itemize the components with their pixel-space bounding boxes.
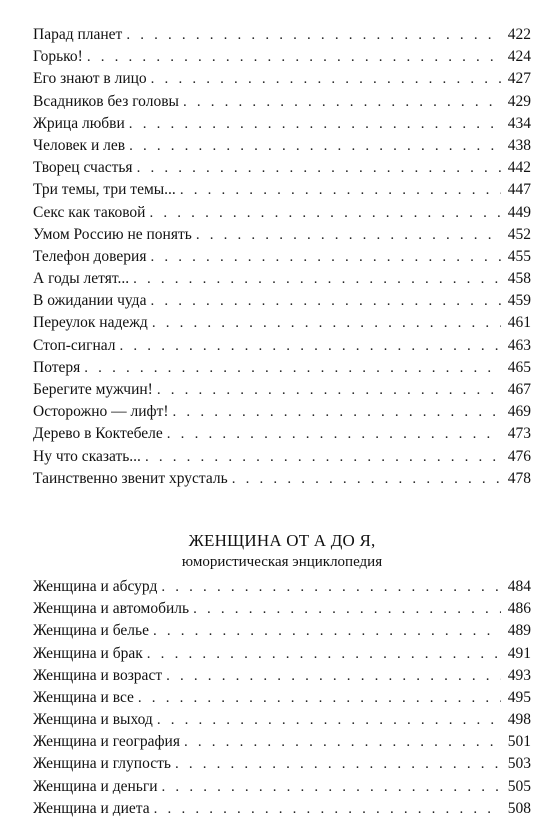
toc-entry-title: Женщина и все [33,688,134,706]
toc-page [33,24,531,820]
dot-leader [149,202,501,224]
toc-entry-title: Жрица любви [33,114,125,132]
toc-entry-title: Творец счастья [33,159,133,177]
toc-entry-title: Парад планет [33,26,123,43]
toc-entry-page-number: 461 [507,314,531,332]
dot-leader [193,598,501,620]
toc-entry-title: Телефон доверия [33,247,147,265]
toc-entry [33,446,531,468]
toc-entry-title: Женщина и брак [33,644,143,662]
dot-leader [84,357,501,379]
toc-entry [33,46,531,68]
toc-entry-page-number: 476 [507,447,531,465]
toc-entry [33,798,531,820]
toc-entry-page-number: 473 [507,425,531,443]
toc-entry [33,576,531,598]
toc-entry-page-number: 465 [507,358,531,376]
dot-leader [126,24,501,46]
toc-entry [33,357,531,379]
toc-entry-title: Женщина и глупость [33,755,171,773]
toc-entry-title: Женщина и деньги [33,777,158,795]
toc-entry-title: Женщина и география [33,733,180,751]
toc-list-part2 [33,576,531,820]
toc-entry-page-number: 505 [507,777,531,795]
toc-entry-title: Женщина и диета [33,799,150,817]
toc-entry-page-number: 478 [507,469,531,487]
dot-leader [196,224,501,246]
toc-entry [33,68,531,90]
dot-leader [129,113,501,135]
dot-leader [175,753,501,775]
toc-entry [33,157,531,179]
toc-entry [33,709,531,731]
toc-entry-page-number: 422 [507,26,531,43]
toc-entry-page-number: 429 [507,92,531,110]
toc-entry [33,401,531,423]
toc-entry-page-number: 442 [507,159,531,177]
dot-leader [133,268,501,290]
toc-entry-page-number: 495 [507,688,531,706]
toc-entry-page-number: 438 [507,136,531,154]
dot-leader [138,687,501,709]
section-heading [33,530,531,572]
toc-entry-page-number: 484 [507,577,531,595]
toc-entry-title: Женщина и абсурд [33,577,158,595]
dot-leader [145,446,501,468]
dot-leader [137,157,501,179]
toc-entry-title: Дерево в Коктебеле [33,425,163,443]
toc-entry-page-number: 427 [507,70,531,88]
toc-entry-page-number: 491 [507,644,531,662]
toc-entry-page-number: 452 [507,225,531,243]
toc-entry [33,202,531,224]
toc-entry-title: Потеря [33,358,81,376]
section-title: ЖЕНЩИНА ОТ А ДО Я, [188,530,376,550]
toc-entry [33,665,531,687]
toc-entry [33,290,531,312]
toc-entry-page-number: 449 [507,203,531,221]
toc-entry-title: Женщина и возраст [33,666,163,684]
toc-entry [33,379,531,401]
toc-entry-title: А годы летят... [33,270,130,288]
dot-leader [120,335,502,357]
dot-leader [157,379,501,401]
toc-entry-page-number: 503 [507,755,531,773]
toc-entry-title: Стоп-сигнал [33,336,116,354]
toc-entry [33,246,531,268]
dot-leader [157,709,501,731]
toc-entry-page-number: 508 [507,799,531,817]
toc-entry [33,179,531,201]
dot-leader [183,91,501,113]
toc-entry [33,468,531,490]
toc-entry [33,776,531,798]
toc-entry [33,335,531,357]
toc-entry-title: Женщина и автомобиль [33,600,190,618]
toc-entry-page-number: 455 [507,247,531,265]
toc-entry-title: Женщина и белье [33,622,149,640]
toc-entry-title: Всадников без головы [33,92,179,110]
toc-entry-page-number: 424 [507,48,531,66]
dot-leader [152,312,501,334]
toc-entry [33,643,531,665]
dot-leader [150,246,501,268]
dot-leader [232,468,501,490]
toc-entry [33,423,531,445]
toc-entry-page-number: 434 [507,114,531,132]
toc-entry [33,598,531,620]
toc-entry-title: Таинственно звенит хрусталь [33,469,228,487]
toc-entry [33,224,531,246]
toc-entry-title: Человек и лев [33,136,126,154]
toc-entry [33,24,531,46]
dot-leader [129,135,501,157]
dot-leader [180,179,501,201]
toc-entry-page-number: 458 [507,270,531,288]
toc-entry [33,731,531,753]
toc-entry-page-number: 493 [507,666,531,684]
toc-entry [33,113,531,135]
dot-leader [161,576,501,598]
toc-entry-title: Ну что сказать... [33,447,141,465]
toc-entry-title: Женщина и выход [33,711,153,729]
toc-entry-title: Переулок надежд [33,314,148,332]
dot-leader [166,665,501,687]
toc-entry [33,753,531,775]
toc-entry [33,312,531,334]
toc-entry [33,268,531,290]
toc-entry-title: Секс как таковой [33,203,146,221]
toc-entry-title: Берегите мужчин! [33,381,153,398]
toc-entry [33,620,531,642]
dot-leader [154,798,501,820]
section-subtitle: юмористическая энциклопедия [181,553,383,570]
dot-leader [167,423,501,445]
dot-leader [150,290,501,312]
dot-leader [184,731,501,753]
toc-entry [33,135,531,157]
toc-entry-page-number: 467 [507,381,531,398]
toc-entry-page-number: 498 [507,711,531,729]
toc-entry-page-number: 486 [507,600,531,618]
toc-entry-page-number: 463 [507,336,531,354]
toc-entry-page-number: 459 [507,292,531,310]
toc-entry-page-number: 447 [507,181,531,199]
dot-leader [153,620,501,642]
toc-entry-page-number: 489 [507,622,531,640]
dot-leader [151,68,501,90]
dot-leader [87,46,501,68]
toc-list-part1 [33,24,531,490]
toc-entry [33,687,531,709]
toc-entry-title: Умом Россию не понять [33,225,192,243]
dot-leader [147,643,501,665]
dot-leader [173,401,501,423]
toc-entry-title: Его знают в лицо [33,70,147,88]
toc-entry [33,91,531,113]
toc-entry-page-number: 501 [507,733,531,751]
dot-leader [162,776,501,798]
toc-entry-title: Осторожно — лифт! [33,403,169,421]
toc-entry-title: Три темы, три темы... [33,181,176,199]
toc-entry-title: Горько! [33,48,83,66]
toc-entry-page-number: 469 [507,403,531,421]
toc-entry-title: В ожидании чуда [33,292,147,310]
